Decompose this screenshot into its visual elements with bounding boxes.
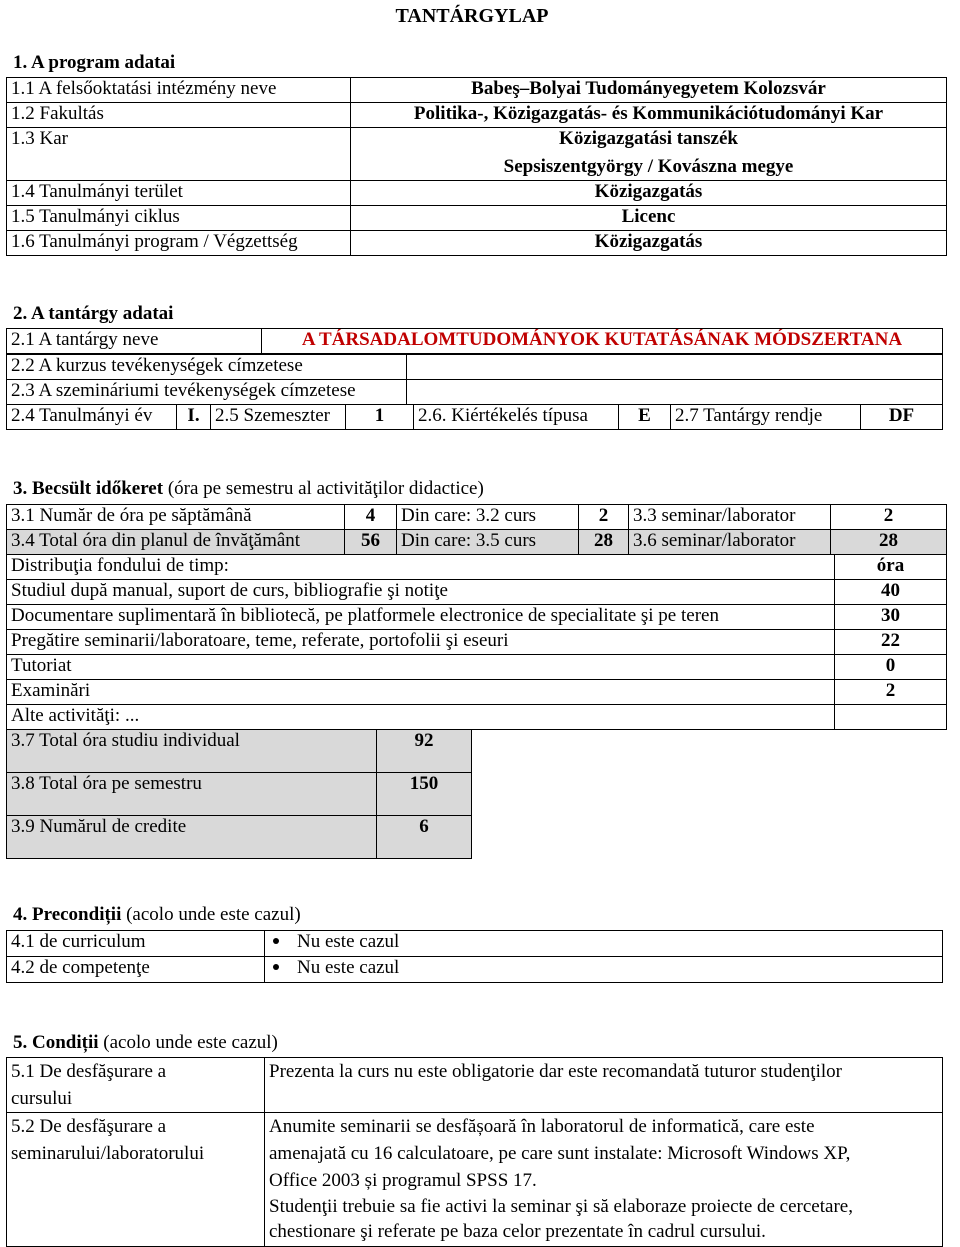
table-row [7, 78, 947, 103]
totals-table [6, 729, 472, 859]
row-value: Politika-, Közigazgatás- és Kommunikációtudományi Kar [351, 103, 947, 128]
table-row [7, 505, 947, 530]
table-row [7, 655, 947, 680]
lecture-per-week-label: Din care: 3.2 curs [397, 505, 579, 530]
condition-label-line: seminarului/laboratorului [11, 1143, 205, 1164]
table-row [7, 1113, 943, 1247]
total-lecture-label: Din care: 3.5 curs [397, 530, 579, 555]
precondition-label: 4.1 de curriculum [7, 931, 265, 957]
table-row [7, 1058, 943, 1113]
activity-hours [835, 705, 947, 730]
course-name-value: A TÁRSADALOMTUDOMÁNYOK KUTATÁSÁNAK MÓDSZERTANA [262, 329, 943, 354]
seminar-per-week-value: 2 [831, 505, 947, 530]
table-row [7, 680, 947, 705]
section-3-heading [13, 478, 484, 500]
row-value: Babeş–Bolyai Tudományegyetem Kolozsvár [351, 78, 947, 103]
condition-value-line: Studenţii trebuie sa fie activi la seminar şi să elaboraze proiecte de cercetare, [269, 1196, 853, 1217]
total-hours-label: 3.4 Total óra din planul de învăţământ [7, 530, 345, 555]
total-label: 3.9 Numărul de credite [7, 816, 377, 859]
row-label: 1.2 Fakultás [7, 103, 351, 128]
bullet-icon [273, 964, 279, 970]
course-meta-table [6, 404, 943, 430]
section-5-heading [13, 1032, 278, 1054]
total-label: 3.7 Total óra studiu individual [7, 730, 377, 773]
condition-label-line: 5.1 De desfăşurare a [11, 1061, 167, 1082]
activity-hours: 0 [835, 655, 947, 680]
total-value: 150 [377, 773, 472, 816]
condition-label-line: 5.2 De desfăşurare a [11, 1116, 167, 1137]
course-type-value: DF [861, 405, 943, 430]
evaluation-label: 2.6. Kiértékelés típusa [414, 405, 619, 430]
program-data-table [6, 77, 947, 256]
row-label: 1.3 Kar [7, 128, 351, 181]
hours-per-week-label: 3.1 Număr de óra pe săptămână [7, 505, 345, 530]
precondition-value [265, 931, 943, 957]
study-year-label: 2.4 Tanulmányi év [7, 405, 177, 430]
precondition-label: 4.2 de competenţe [7, 957, 265, 983]
condition-label [7, 1058, 265, 1113]
activity-hours: 40 [835, 580, 947, 605]
distribution-label: Distribuţia fondului de timp: [7, 555, 835, 580]
row-value: Közigazgatás [351, 231, 947, 256]
conditions-table [6, 1057, 943, 1247]
activity-hours: 30 [835, 605, 947, 630]
precondition-text: Nu este cazul [297, 957, 400, 978]
seminar-holder-label: 2.3 A szemináriumi tevékenységek címzetese [7, 380, 407, 405]
row-label: 1.6 Tanulmányi program / Végzettség [7, 231, 351, 256]
table-row [7, 405, 943, 430]
table-row [7, 206, 947, 231]
section-5-heading-bold: 5. Condiții [13, 1032, 99, 1053]
course-name-label: 2.1 A tantárgy neve [7, 329, 262, 354]
hours-per-week-value: 4 [345, 505, 397, 530]
activity-label: Documentare suplimentară în bibliotecă, pe platformele electronice de specialitate şi pe teren [7, 605, 835, 630]
table-row [7, 580, 947, 605]
condition-value: Prezenta la curs nu este obligatorie dar este recomandată tuturor studenţilor [265, 1058, 943, 1113]
course-data-table [6, 328, 943, 354]
condition-value-line: Anumite seminarii se desfășoară în laboratorul de informatică, care este [269, 1116, 815, 1137]
precondition-text: Nu este cazul [297, 931, 400, 952]
course-teachers-table [6, 354, 943, 405]
table-row [7, 128, 947, 181]
table-row [7, 530, 947, 555]
table-row [7, 181, 947, 206]
bullet-icon [273, 938, 279, 944]
section-3-heading-bold: 3. Becsült időkeret [13, 478, 164, 499]
section-3-heading-rest: (óra pe semestru al activităţilor didactice) [163, 478, 484, 499]
table-row [7, 730, 472, 773]
semester-value: 1 [346, 405, 414, 430]
row-value [351, 128, 947, 181]
section-1-heading: 1. A program adatai [13, 52, 176, 73]
seminar-holder-value [407, 380, 943, 405]
activity-label: Pregătire seminarii/laboratoare, teme, referate, portofolii şi eseuri [7, 630, 835, 655]
row-value-line1: Közigazgatási tanszék [559, 128, 738, 149]
table-row [7, 705, 947, 730]
section-4-heading-rest: (acolo unde este cazul) [121, 904, 301, 925]
condition-value-line: amenajată cu 16 calculatoare, pe care sunt instalate: Microsoft Windows XP, [269, 1143, 851, 1164]
page-title: TANTÁRGYLAP [395, 5, 549, 27]
row-label: 1.5 Tanulmányi ciklus [7, 206, 351, 231]
precondition-value [265, 957, 943, 983]
table-row [7, 555, 947, 580]
total-seminar-label: 3.6 seminar/laborator [629, 530, 831, 555]
study-year-value: I. [177, 405, 211, 430]
total-value: 92 [377, 730, 472, 773]
lecture-per-week-value: 2 [579, 505, 629, 530]
total-value: 6 [377, 816, 472, 859]
seminar-per-week-label: 3.3 seminar/laborator [629, 505, 831, 530]
section-4-heading [13, 904, 301, 926]
activity-label: Studiul după manual, suport de curs, bibliografie şi notiţe [7, 580, 835, 605]
time-distribution-table [6, 554, 947, 730]
total-label: 3.8 Total óra pe semestru [7, 773, 377, 816]
evaluation-value: E [619, 405, 671, 430]
table-row [7, 605, 947, 630]
lecture-holder-label: 2.2 A kurzus tevékenységek címzetese [7, 355, 407, 380]
hours-table [6, 504, 947, 555]
condition-label-line: cursului [11, 1088, 73, 1109]
section-4-heading-bold: 4. Precondiții [13, 904, 122, 925]
course-type-label: 2.7 Tantárgy rendje [671, 405, 861, 430]
table-row [7, 816, 472, 859]
total-hours-value: 56 [345, 530, 397, 555]
table-row [7, 773, 472, 816]
semester-label: 2.5 Szemeszter [211, 405, 346, 430]
table-row [7, 355, 943, 380]
total-seminar-value: 28 [831, 530, 947, 555]
table-row [7, 231, 947, 256]
activity-label: Alte activităţi: ... [7, 705, 835, 730]
total-lecture-value: 28 [579, 530, 629, 555]
row-value: Licenc [351, 206, 947, 231]
table-row [7, 957, 943, 983]
activity-label: Tutoriat [7, 655, 835, 680]
activity-hours: 22 [835, 630, 947, 655]
condition-value-line: Office 2003 și programul SPSS 17. [269, 1170, 537, 1191]
row-value: Közigazgatás [351, 181, 947, 206]
lecture-holder-value [407, 355, 943, 380]
table-row [7, 103, 947, 128]
condition-value-line: chestionare şi referate pe baza celor prezentate în cadrul cursului. [269, 1221, 766, 1242]
section-5-heading-rest: (acolo unde este cazul) [98, 1032, 278, 1053]
condition-label [7, 1113, 265, 1247]
preconditions-table [6, 930, 943, 983]
activity-label: Examinări [7, 680, 835, 705]
row-label: 1.4 Tanulmányi terület [7, 181, 351, 206]
condition-value [265, 1113, 943, 1247]
table-row [7, 380, 943, 405]
table-row [7, 329, 943, 354]
section-2-heading: 2. A tantárgy adatai [13, 303, 174, 324]
row-label: 1.1 A felsőoktatási intézmény neve [7, 78, 351, 103]
activity-hours: 2 [835, 680, 947, 705]
table-row [7, 931, 943, 957]
distribution-unit: óra [835, 555, 947, 580]
row-value-line2: Sepsiszentgyörgy / Kovászna megye [503, 155, 794, 177]
table-row [7, 630, 947, 655]
